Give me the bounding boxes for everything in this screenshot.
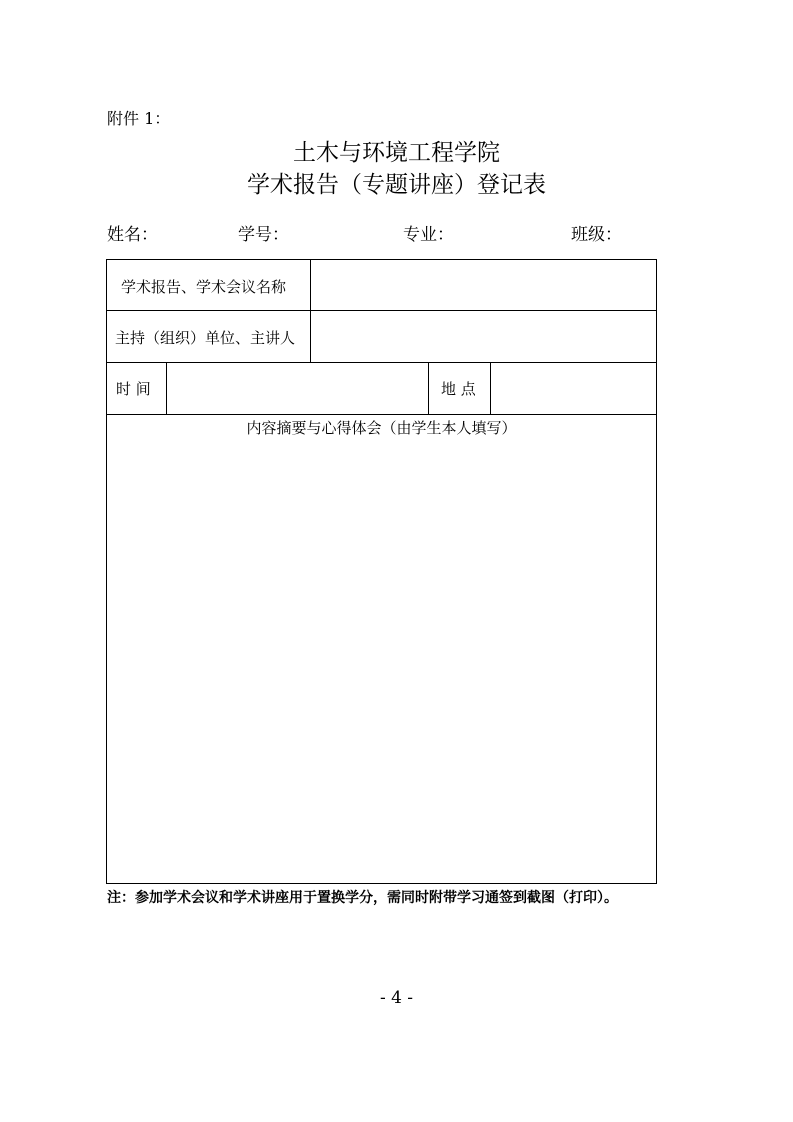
major-label: 专业： — [403, 225, 454, 245]
class-label: 班级： — [571, 225, 622, 245]
location-label: 地 点 — [441, 380, 476, 398]
name-label: 姓名： — [107, 225, 158, 245]
page-title: 土木与环境工程学院 — [293, 140, 500, 166]
student-id-label: 学号： — [238, 225, 289, 245]
summary-field[interactable] — [115, 444, 645, 874]
page-number: - 4 - — [379, 988, 414, 1008]
column-divider — [490, 362, 491, 414]
attachment-label: 附件 1： — [107, 109, 171, 128]
row-divider — [107, 414, 656, 415]
time-label: 时 间 — [116, 380, 151, 398]
report-name-field[interactable] — [317, 276, 647, 296]
column-divider — [310, 260, 311, 362]
host-label: 主持（组织）单位、主讲人 — [115, 329, 296, 347]
summary-label: 内容摘要与心得体会（由学生本人填写） — [246, 419, 517, 437]
host-field[interactable] — [317, 327, 647, 347]
column-divider — [428, 362, 429, 414]
row-divider — [107, 310, 656, 311]
footnote: 注：参加学术会议和学术讲座用于置换学分，需同时附带学习通签到截图（打印）。 — [107, 890, 618, 906]
column-divider — [166, 362, 167, 414]
location-field[interactable] — [497, 378, 647, 398]
row-divider — [107, 362, 656, 363]
time-field[interactable] — [173, 378, 418, 398]
report-name-label: 学术报告、学术会议名称 — [121, 278, 287, 296]
form-title: 学术报告（专题讲座）登记表 — [247, 172, 546, 198]
registration-table — [106, 259, 657, 884]
